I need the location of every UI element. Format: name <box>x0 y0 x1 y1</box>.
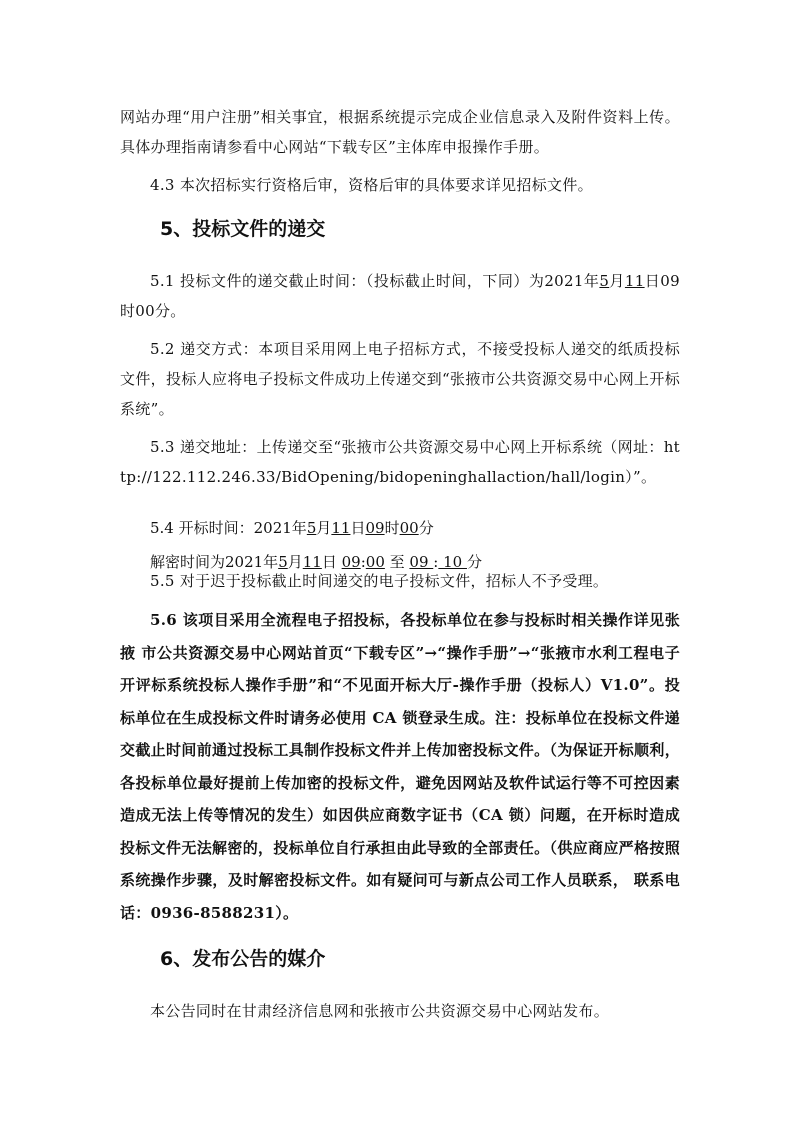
section-heading-5: 5、投标文件的递交 <box>160 218 326 240</box>
paragraph-5-1: 5.1 投标文件的递交截止时间：（投标截止时间，下同）为2021年5月11日09时00分。 <box>120 272 680 320</box>
paragraph-6: 本公告同时在甘肃经济信息网和张掖市公共资源交易中心网站发布。 <box>150 1002 610 1020</box>
paragraph-5-2: 5.2 递交方式：本项目采用网上电子招标方式，不接受投标人递交的纸质投标文件，投标人应将电子投标文件成功上传递交到“张掖市公共资源交易中心网上开标系统”。 <box>120 340 680 418</box>
paragraph-5-4: 5.4 开标时间：2021年5月11日09时00分 <box>150 519 434 537</box>
paragraph-5-6: 5.6 该项目采用全流程电子招投标，各投标单位在参与投标时相关操作详见张掖 市公共资源交易中心网站首页“下载专区”→“操作手册”→“张掖市水利工程电子开评标系统投标人操作手册”和“不见面开标大厅-操作手册（投标人）V1.0”。投标单位在生成投标文件时请务必使用 CA 锁登录生成。注：投标单位在投标文件递交截止时间前通过投标工具制作投标文件并上传加密投标文件。（为保证开标顺利，各投标单位最好提前上传加密的投标文件，避免因网站及软件试运行等不可控因素造成无法上传等情况的发生）如因供应商数字证书（CA 锁）问题，在开标时造成投标文件无法解密的，投标单位自行承担由此导致的全部责任。（供应商应严格按照系统操作步骤，及时解密投标文件。如有疑问可与新点公司工作人员联系， 联系电话：0936-8588231）。 <box>120 611 680 922</box>
paragraph-5-5: 5.5 对于迟于投标截止时间递交的电子投标文件，招标人不予受理。 <box>150 572 609 590</box>
decrypt-time-line: 解密时间为2021年5月11日 09:00 至 09 : 10 分 <box>150 553 482 571</box>
paragraph-4-2-continued: 网站办理“用户注册”相关事宜，根据系统提示完成企业信息录入及附件资料上传。具体办理指南请参看中心网站“下载专区”主体库申报操作手册。 <box>120 108 680 156</box>
deadline-day: 11 <box>624 272 645 290</box>
paragraph-4-3: 4.3 本次招标实行资格后审，资格后审的具体要求详见招标文件。 <box>150 176 593 194</box>
paragraph-5-3: 5.3 递交地址：上传递交至“张掖市公共资源交易中心网上开标系统（网址：http://122.112.246.33/BidOpening/bidopeninghallaction/hall/login）”。 <box>120 438 680 486</box>
deadline-month: 5 <box>599 272 610 290</box>
section-heading-6: 6、发布公告的媒介 <box>160 948 326 970</box>
